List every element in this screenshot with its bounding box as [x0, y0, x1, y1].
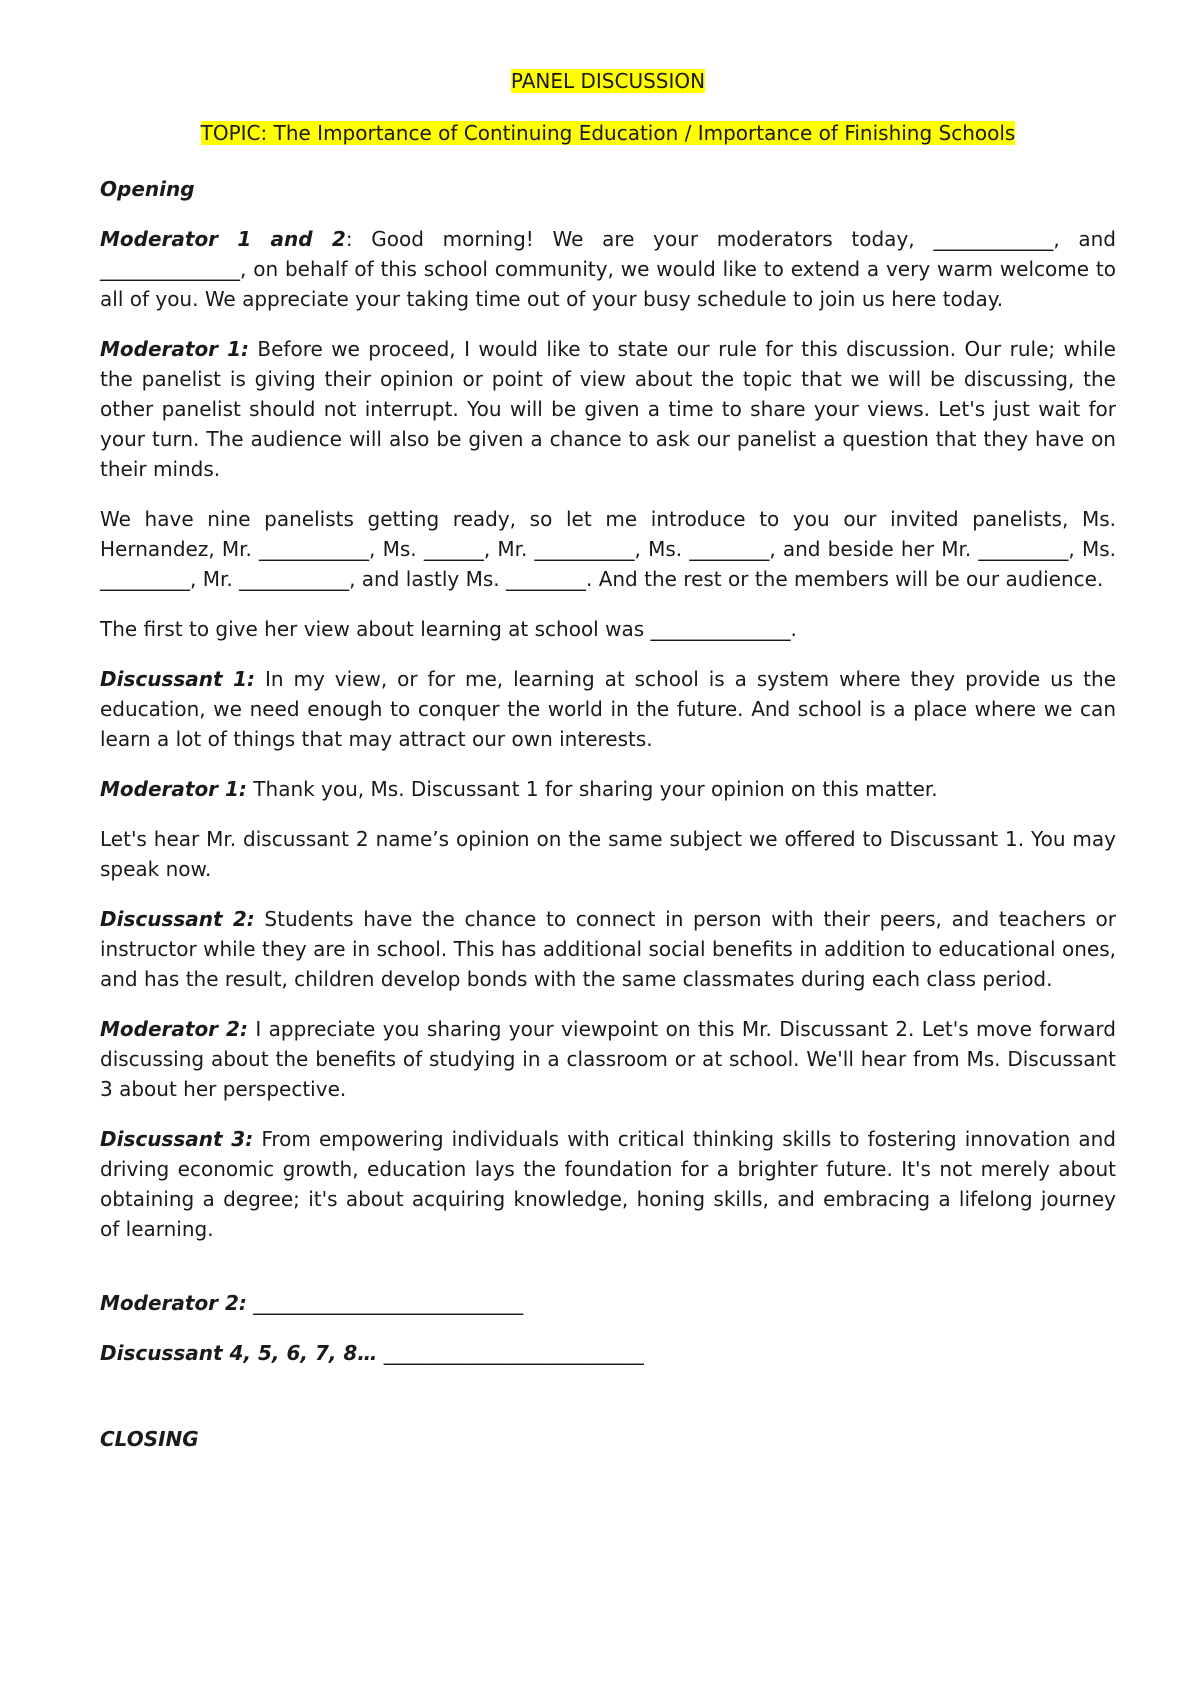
- paragraph-text: From empowering individuals with critical thinking skills to fostering innovation and driving economic growth, education lays the foundation for a brighter future. It's not merely about obtaining a degree; it's about acquiring knowledge, honing skills, and embracing a lifelong journey of learning.: [100, 1127, 1117, 1241]
- paragraph-text: Students have the chance to connect in person with their peers, and teachers or instructor while they are in school. This has additional social benefits in addition to educational ones, and has the result, children develop bonds with the same classmates during each class period.: [100, 907, 1116, 991]
- paragraph-text: : Good morning! We are your moderators today, ____________, and ______________, on behalf of this school community, we would like to extend a very warm welcome to all of you. We appreciate your taking time out of your busy schedule to join us here today.: [100, 227, 1116, 311]
- speaker-label: Moderator 2:: [100, 1017, 248, 1041]
- doc-topic: TOPIC: The Importance of Continuing Education / Importance of Finishing Schools: [200, 121, 1016, 145]
- paragraph-discussant1: [100, 664, 1116, 754]
- paragraph-discussant3: [100, 1124, 1116, 1244]
- blank-line: __________________________: [377, 1341, 644, 1365]
- paragraph-discussants-rest: [100, 1338, 1116, 1368]
- paragraph-panelist-intro: We have nine panelists getting ready, so let me introduce to you our invited panelists, Ms. Hernandez, Mr. ___________, Ms. ______, Mr. __________, Ms. ________, and beside her Mr. _________, Ms. _________, Mr. ___________, and lastly Ms. ________. And the rest or the members will be our audience.: [100, 507, 1116, 591]
- speaker-label: Moderator 2:: [100, 1291, 247, 1315]
- speaker-label: Discussant 3:: [100, 1127, 254, 1151]
- speaker-label: Discussant 2:: [100, 907, 255, 931]
- topic-block: [100, 118, 1116, 148]
- blank-line: ___________________________: [246, 1291, 524, 1315]
- speaker-label: Discussant 1:: [100, 667, 256, 691]
- title-block: [100, 66, 1116, 96]
- paragraph-text: Before we proceed, I would like to state our rule for this discussion. Our rule; while the panelist is giving their opinion or point of view about the topic that we will be discussing, the other panelist should not interrupt. You will be given a time to share your views. Let's just wait for your turn. The audience will also be given a chance to ask our panelist a question that they have on their minds.: [100, 337, 1116, 481]
- paragraph-text: I appreciate you sharing your viewpoint on this Mr. Discussant 2. Let's move forward discussing about the benefits of studying in a classroom or at school. We'll hear from Ms. Discussant 3 about her perspective.: [100, 1017, 1116, 1101]
- paragraph-moderator1-rules: [100, 334, 1116, 484]
- doc-title: PANEL DISCUSSION: [510, 69, 706, 93]
- speaker-label: Moderator 1:: [100, 777, 247, 801]
- paragraph-discussant2-intro: Let's hear Mr. discussant 2 name’s opinion on the same subject we offered to Discussant 1. You may speak now.: [100, 827, 1116, 881]
- paragraph-first-speaker: The first to give her view about learning at school was ______________.: [100, 617, 797, 641]
- speaker-label: Discussant 4, 5, 6, 7, 8…: [100, 1341, 378, 1365]
- paragraph-moderators-welcome: [100, 224, 1116, 314]
- paragraph-text: Thank you, Ms. Discussant 1 for sharing your opinion on this matter.: [246, 777, 938, 801]
- closing-heading: CLOSING: [100, 1427, 199, 1451]
- paragraph-moderator2-blank: [100, 1288, 1116, 1318]
- opening-heading: Opening: [100, 177, 195, 201]
- document-page: [100, 66, 1116, 1474]
- paragraph-moderator1-thanks: [100, 774, 1116, 804]
- speaker-label: Moderator 1:: [100, 337, 249, 361]
- paragraph-text: In my view, or for me, learning at school is a system where they provide us the education, we need enough to conquer the world in the future. And school is a place where we can learn a lot of things that may attract our own interests.: [100, 667, 1116, 751]
- paragraph-discussant2: [100, 904, 1116, 994]
- speaker-label: Moderator 1 and 2: [100, 227, 346, 251]
- paragraph-moderator2: [100, 1014, 1116, 1104]
